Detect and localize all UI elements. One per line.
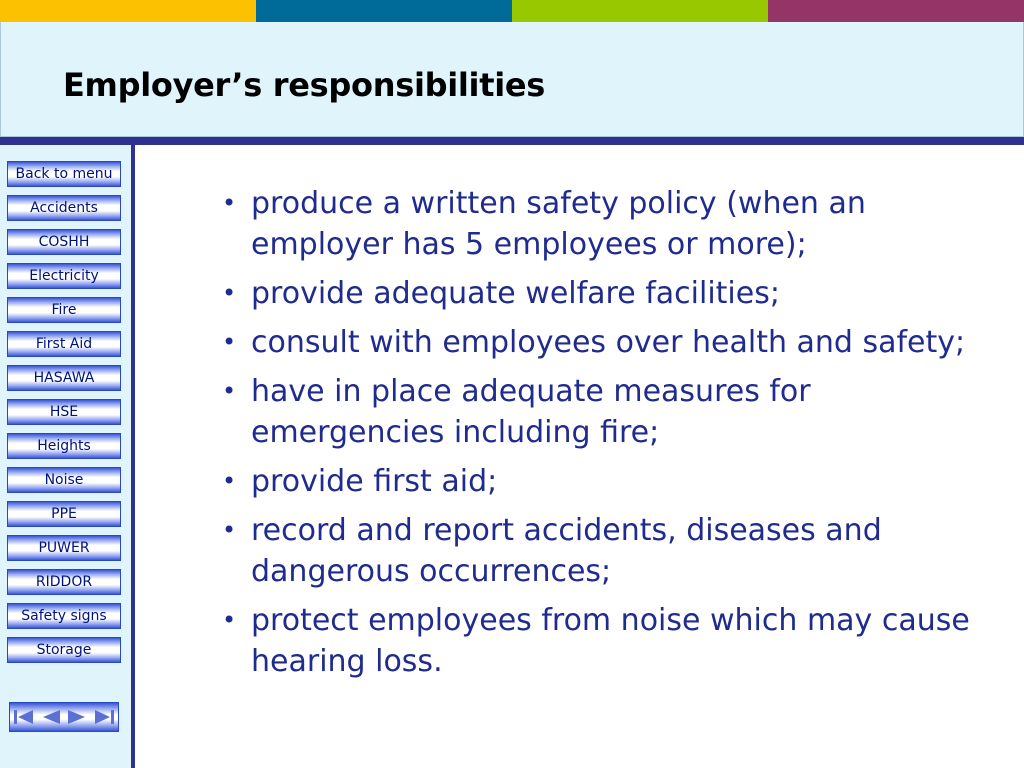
list-item-text: have in place adequate measures for emergencies including fire; <box>251 374 811 450</box>
stripe-yellow <box>0 0 256 22</box>
sidebar-item-first-aid[interactable]: First Aid <box>7 331 121 357</box>
sidebar-menu <box>7 161 123 671</box>
bullet-icon: • <box>222 467 237 495</box>
color-stripe-bar <box>0 0 1024 22</box>
next-slide-icon <box>66 708 88 726</box>
list-item <box>222 371 1002 453</box>
list-item-text: protect employees from noise which may cause hearing loss. <box>251 603 970 679</box>
list-item-text: provide first aid; <box>251 464 498 499</box>
first-slide-icon <box>13 708 35 726</box>
list-item-text: produce a written safety policy (when an employer has 5 employees or more); <box>251 186 866 262</box>
back-to-menu-button[interactable]: Back to menu <box>7 161 121 187</box>
sidebar-item-hse[interactable]: HSE <box>7 399 121 425</box>
bullet-icon: • <box>222 377 237 405</box>
sidebar-item-puwer[interactable]: PUWER <box>7 535 121 561</box>
next-slide-button[interactable] <box>65 706 89 728</box>
bullet-icon: • <box>222 516 237 544</box>
list-item-text: consult with employees over health and safety; <box>251 325 966 360</box>
sidebar-item-hasawa[interactable]: HASAWA <box>7 365 121 391</box>
sidebar-item-coshh[interactable]: COSHH <box>7 229 121 255</box>
slide-title: Employer’s responsibilities <box>63 66 546 104</box>
list-item <box>222 600 1002 682</box>
stripe-blue <box>256 0 512 22</box>
sidebar-item-accidents[interactable]: Accidents <box>7 195 121 221</box>
list-item <box>222 273 1002 314</box>
sidebar-item-riddor[interactable]: RIDDOR <box>7 569 121 595</box>
header-divider <box>0 137 1024 145</box>
sidebar-item-noise[interactable]: Noise <box>7 467 121 493</box>
sidebar-item-storage[interactable]: Storage <box>7 637 121 663</box>
sidebar <box>0 145 135 768</box>
list-item <box>222 510 1002 592</box>
list-item <box>222 461 1002 502</box>
slide-navigation <box>9 702 119 732</box>
slide-header <box>0 22 1024 137</box>
last-slide-button[interactable] <box>92 706 116 728</box>
sidebar-item-safety-signs[interactable]: Safety signs <box>7 603 121 629</box>
list-item <box>222 183 1002 265</box>
list-item-text: provide adequate welfare facilities; <box>251 276 780 311</box>
last-slide-icon <box>93 708 115 726</box>
first-slide-button[interactable] <box>12 706 36 728</box>
slide-body <box>222 183 1002 690</box>
sidebar-item-ppe[interactable]: PPE <box>7 501 121 527</box>
responsibility-list <box>222 183 1002 682</box>
list-item <box>222 322 1002 363</box>
sidebar-item-electricity[interactable]: Electricity <box>7 263 121 289</box>
bullet-icon: • <box>222 279 237 307</box>
previous-slide-icon <box>40 708 62 726</box>
sidebar-item-heights[interactable]: Heights <box>7 433 121 459</box>
bullet-icon: • <box>222 328 237 356</box>
bullet-icon: • <box>222 189 237 217</box>
bullet-icon: • <box>222 606 237 634</box>
list-item-text: record and report accidents, diseases and dangerous occurrences; <box>251 513 882 589</box>
stripe-green <box>512 0 768 22</box>
stripe-purple <box>768 0 1024 22</box>
sidebar-item-fire[interactable]: Fire <box>7 297 121 323</box>
previous-slide-button[interactable] <box>39 706 63 728</box>
